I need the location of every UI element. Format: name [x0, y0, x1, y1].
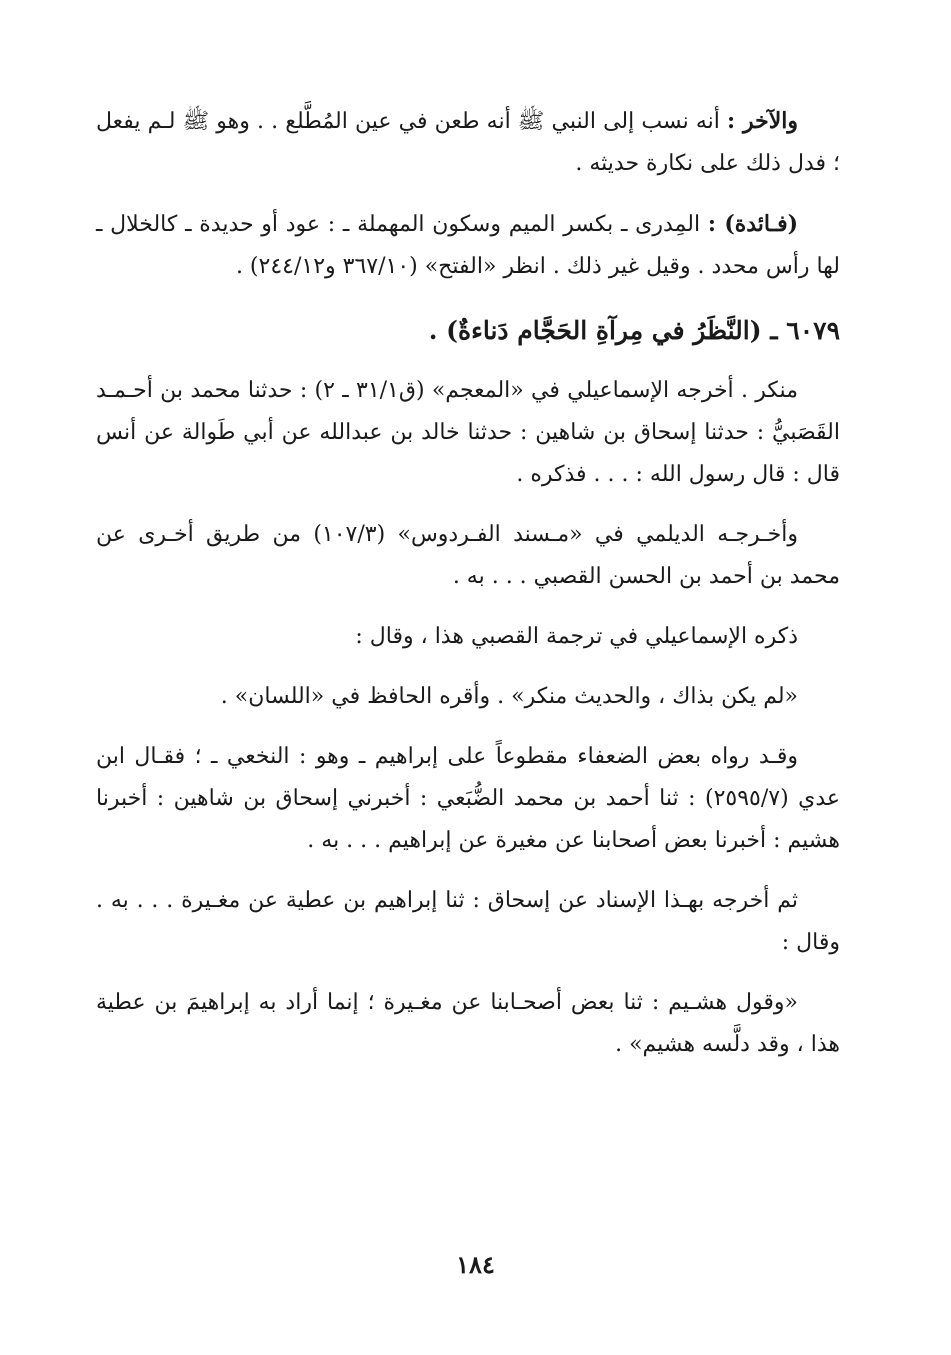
paragraph-daylami: وأخـرجـه الديلمي في «مـسند الفـردوس» (١٠٧/٣) من طريق أخـرى عن محمد بن أحمد بن الحسن القصبي . . . به .: [96, 522, 840, 589]
paragraph-lead: (فـائدة) :: [707, 211, 798, 237]
paragraph-ismaili: ذكره الإسماعيلي في ترجمة القصبي هذا ، وقال :: [355, 624, 798, 649]
paragraph-ibn-adi: وقـد رواه بعض الضعفاء مقطوعاً على إبراهيم ـ وهو : النخعي ـ ؛ فقـال ابن عدي (٢٥٩٥/٧) : ثنا أحمد بن محمد الضُّبَعي : أخبرني إسحاق بن شاهين : أخبرنا هشيم : أخبرنا بعض أصحابنا عن مغيرة عن إبراهيم . . . به .: [96, 744, 840, 853]
paragraph-akhar: [96, 100, 840, 185]
paragraph-hushaym: «وقول هشـيم : ثنا بعض أصحـابنا عن مغـيرة ؛ إنما أراد به إبراهيمَ بن عطية هذا ، وقد دلَّسه هشيم» .: [96, 990, 840, 1057]
paragraph-text: أنه نسب إلى النبي ﷺ أنه طعن في عين المُطَّلع . . وهو ﷺ لـم يفعل ؛ فدل ذلك على نكارة حديثه .: [96, 109, 840, 176]
paragraph-text: المِدرى ـ بكسر الميم وسكون المهملة ـ : عود أو حديدة ـ كالخلال ـ لها رأس محدد . وقيل غير ذلك . انظر «الفتح» (٣٦٧/١٠ و٢٤٤/١٢) .: [96, 212, 840, 279]
paragraph-quote: «لم يكن بذاك ، والحديث منكر» . وأقره الحافظ في «اللسان» .: [220, 684, 798, 709]
paragraph-akhrajahu: ثم أخرجه بهـذا الإسناد عن إسحاق : ثنا إبراهيم بن عطية عن مغـيرة . . . به . وقال :: [96, 888, 840, 955]
paragraph-faida: [96, 203, 840, 288]
page-body: [96, 100, 840, 1084]
paragraph-lead: والآخر :: [727, 108, 798, 134]
paragraph-takhrij: منكر . أخرجه الإسماعيلي في «المعجم» (ق٣١/١ ـ ٢) : حدثنا محمد بن أحـمـد القَصَبيُّ : حدثنا إسحاق بن شاهين : حدثنا خالد بن عبدالله عن أبي طَوالة عن أنس قال : قال رسول الله : . . . فذكره .: [96, 378, 840, 487]
hadith-heading: ٦٠٧٩ ـ (النَّظَرُ في مِرآةِ الحَجَّام دَناءةٌ) .: [428, 316, 840, 345]
page-number: ١٨٤: [456, 1250, 495, 1279]
